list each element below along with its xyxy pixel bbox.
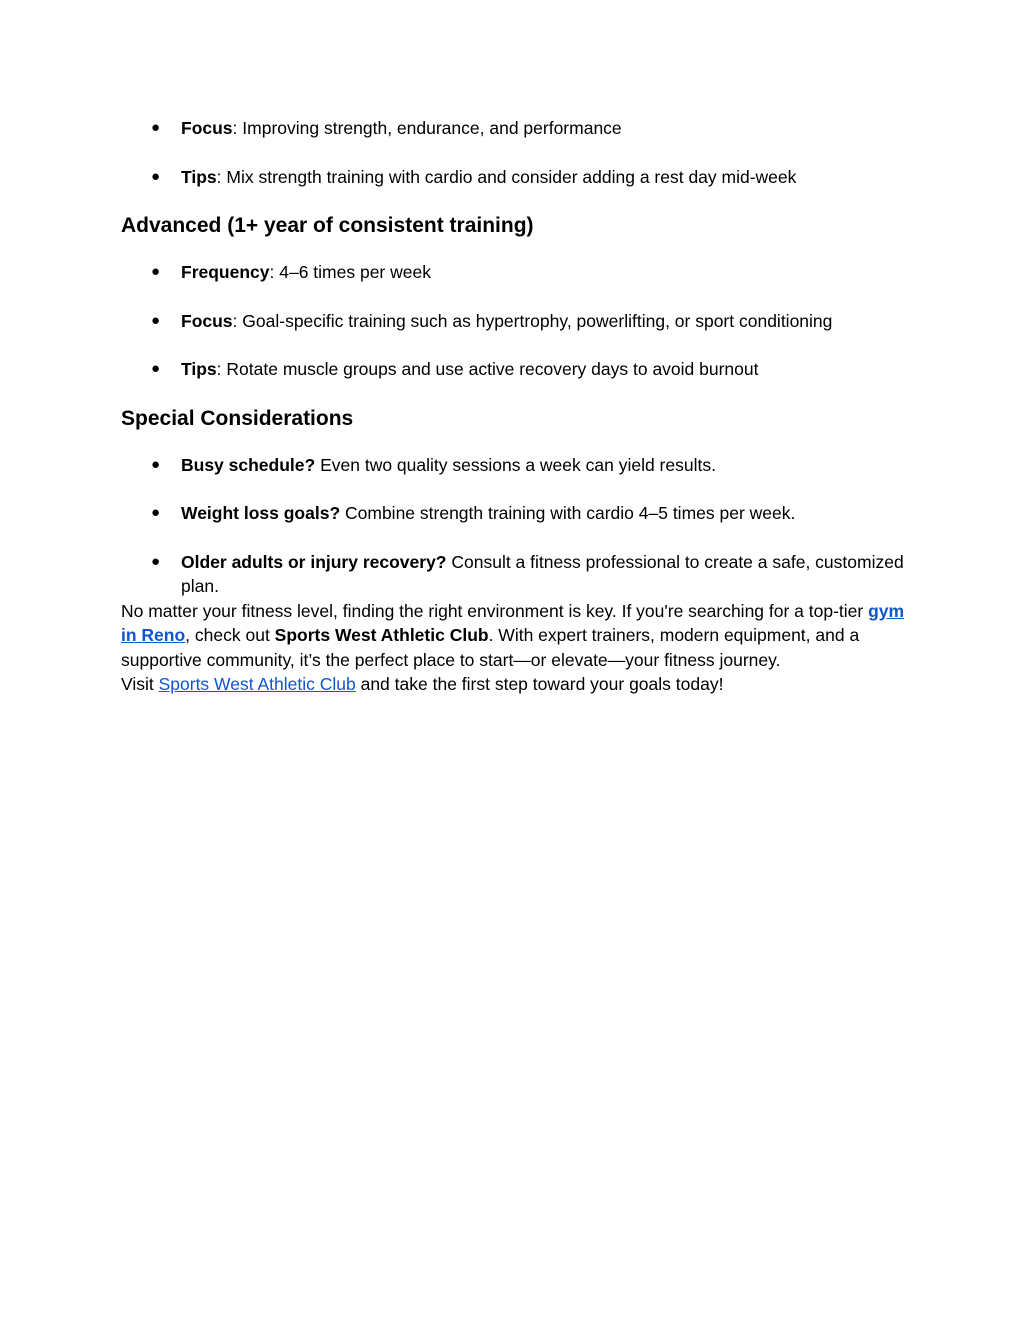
- item-text: : 4–6 times per week: [269, 262, 431, 282]
- list-item: [121, 260, 921, 285]
- paragraph-text: , check out: [185, 625, 275, 645]
- intermediate-list: [121, 116, 921, 189]
- paragraph-text: . With expert trainers, modern equipment, and a supportive community, it’s the perfect place to start—or elevate—your fitness journey.: [121, 625, 860, 670]
- bullet-icon: ●: [151, 552, 161, 570]
- list-item: [121, 116, 921, 141]
- item-text: Combine strength training with cardio 4–5 times per week.: [340, 503, 796, 523]
- paragraph-text: Visit: [121, 674, 159, 694]
- visit-paragraph: [121, 672, 921, 697]
- item-label: Frequency: [181, 262, 270, 282]
- bullet-icon: ●: [151, 455, 161, 473]
- item-label: Tips: [181, 359, 217, 379]
- item-label: Older adults or injury recovery?: [181, 551, 447, 572]
- sports-west-link[interactable]: Sports West Athletic Club: [158, 674, 356, 694]
- closing-paragraph: [121, 599, 921, 673]
- bullet-icon: ●: [151, 119, 161, 136]
- item-label: Focus: [181, 310, 233, 331]
- item-text: : Improving strength, endurance, and performance: [232, 118, 622, 138]
- paragraph-text: No matter your fitness level, finding the right environment is key. If you're searching for a top-tier: [121, 600, 869, 621]
- club-name: Sports West Athletic Club: [274, 625, 489, 645]
- bullet-icon: ●: [151, 360, 161, 377]
- item-label: Tips: [181, 166, 217, 187]
- advanced-list: [121, 260, 921, 382]
- item-text: : Mix strength training with cardio and consider adding a rest day mid-week: [216, 166, 797, 187]
- bullet-icon: ●: [151, 167, 161, 185]
- list-item: [121, 309, 921, 334]
- list-item: [121, 501, 921, 526]
- list-item: [121, 453, 921, 478]
- list-item: [121, 357, 921, 382]
- item-text: Even two quality sessions a week can yield results.: [315, 454, 716, 475]
- bullet-icon: ●: [151, 263, 161, 280]
- advanced-heading: Advanced (1+ year of consistent training): [121, 214, 534, 237]
- list-item: [121, 165, 921, 190]
- item-text: : Goal-specific training such as hypertrophy, powerlifting, or sport conditioning: [232, 310, 833, 331]
- item-label: Weight loss goals?: [181, 503, 341, 523]
- special-heading: Special Considerations: [121, 406, 354, 430]
- item-text: : Rotate muscle groups and use active recovery days to avoid burnout: [216, 359, 759, 379]
- item-label: Busy schedule?: [181, 454, 316, 475]
- special-list: [121, 453, 921, 599]
- paragraph-text: and take the first step toward your goals today!: [355, 674, 724, 694]
- gym-in-reno-link[interactable]: gym in Reno: [121, 600, 905, 645]
- item-text: Consult a fitness professional to create a safe, customized plan.: [181, 551, 904, 596]
- bullet-icon: ●: [151, 311, 161, 329]
- list-item: [121, 550, 921, 599]
- bullet-icon: ●: [151, 504, 161, 521]
- item-label: Focus: [181, 118, 233, 138]
- document-page: [121, 116, 921, 697]
